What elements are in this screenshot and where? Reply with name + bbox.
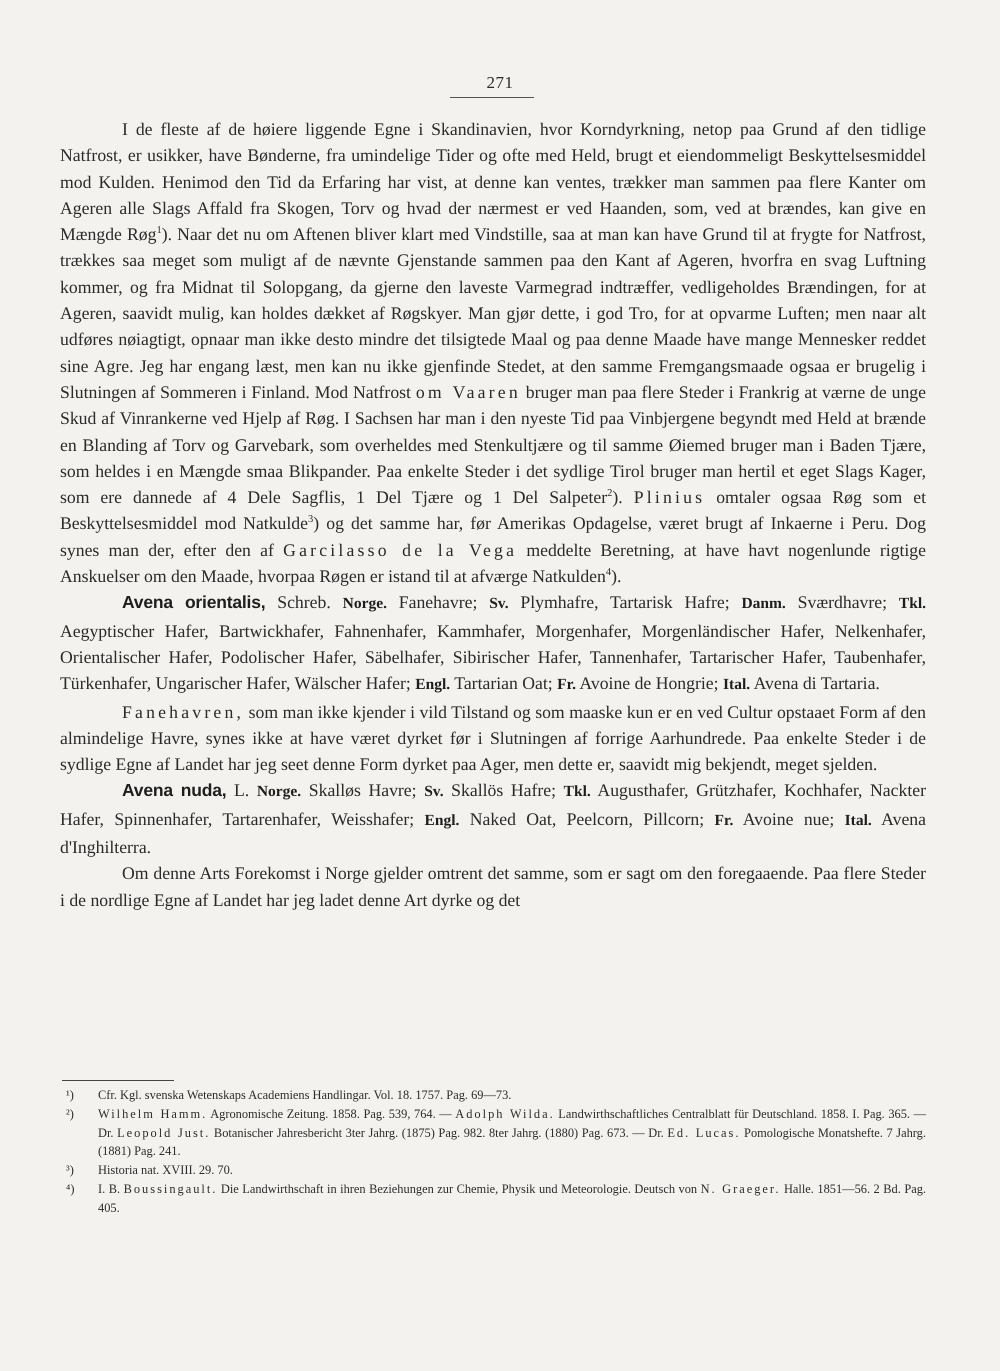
footnote-1 xyxy=(60,1086,926,1105)
text-run: ). xyxy=(611,566,622,587)
language-label: Engl. xyxy=(424,811,460,829)
footnote-4 xyxy=(60,1180,926,1218)
text-run: som man ikke kjender i vild Tilstand og som maaske kun er en ved Cultur opstaaet Form af den almindelige Havre, synes ikke at have været dyrket før i Slutningen af forrige Aarhundrede. Paa enkelte Steder i de sydlige Egne af Landet har jeg seet denne Form dyrket paa Ager, men dette er, saavidt mig bekjendt, meget sjelden. xyxy=(60,701,926,775)
language-label: Tkl. xyxy=(898,595,927,613)
text-run: Pomologische Monatshefte. 7 Jahrg. (1881) Pag. 241. xyxy=(98,1125,926,1159)
author-name: Adolph Wilda. xyxy=(455,1106,555,1121)
text-run: Fanehavre; xyxy=(386,592,490,613)
language-label: Norge. xyxy=(342,595,387,613)
text-run: Naked Oat, Peelcorn, Pillcorn; xyxy=(459,808,715,829)
text-run: Augusthafer, Grützhafer, Kochhafer, Nackter Hafer, Spinnenhafer, Tartarenhafer, Weisshafer; xyxy=(60,780,927,829)
text-run: I. B. xyxy=(98,1181,124,1196)
footnote-rule xyxy=(62,1080,174,1081)
language-label: Engl. xyxy=(415,676,451,694)
species-heading: Avena nuda, xyxy=(122,780,227,801)
footnote-ref: 1 xyxy=(156,225,162,237)
paragraph-avena-orientalis xyxy=(60,589,926,698)
text-run: Landwirthschaftliches Centralblatt für Deutschland. 1858. I. Pag. 365. — Dr. xyxy=(98,1106,927,1140)
text-run: Cfr. Kgl. svenska Wetenskaps Academiens Handlingar. Vol. 18. 1757. Pag. 69—73. xyxy=(98,1088,512,1102)
text-run: Avoine nue; xyxy=(733,808,845,829)
language-label: Fr. xyxy=(714,811,734,829)
text-run: Sværdhavre; xyxy=(785,592,899,613)
language-label: Ital. xyxy=(723,676,751,694)
footnote-2 xyxy=(60,1105,926,1161)
text-run: Botanischer Jahresbericht 3ter Jahrg. (1875) Pag. 982. 8ter Jahrg. (1880) Pag. 673. — Dr. xyxy=(210,1125,668,1140)
language-label: Fr. xyxy=(557,676,576,694)
author-name: Boussingault. xyxy=(123,1181,218,1196)
text-run: meddelte Beretning, at have havt nogenlunde rigtige Anskuelser om den Maade, hvorpaa Røgen er istand til at afværge Natkulden xyxy=(60,539,926,587)
text-run: bruger man paa flere Steder i Frankrig at værne de unge Skud af Vinrankerne ved Hjelp af Røg. I Sachsen har man i den nyeste Tid paa Vinbjergene begyndt med Held at brænde en Blanding af Torv og Garvebark, som overheldes med Stenkultjære og til samme Øiemed bruger man i Baden Tjære, som heldes i en Mængde smaa Blikpander. Paa enkelte Steder i det sydlige Tirol bruger man hertil et eget Slags Kager, som ere dannede af 4 Dele Sagflis, 1 Del Tjære og 1 Del Salpeter xyxy=(60,381,926,508)
author-name: Leopold Just. xyxy=(117,1125,211,1140)
footnote-mark: ²) xyxy=(66,1106,74,1121)
text-run: Plymhafre, Tartarisk Hafre; xyxy=(508,592,742,613)
language-label: Norge. xyxy=(256,783,302,801)
text-run: Schreb. xyxy=(265,592,343,613)
footnote-text xyxy=(98,1086,926,1105)
emphasis-text: om Vaaren xyxy=(415,381,521,402)
language-label: Tkl. xyxy=(563,783,591,801)
footnote-mark: ¹) xyxy=(66,1088,74,1102)
text-run: ) og det samme har, før Amerikas Opdagelse, været brugt af Inkaerne i Peru. Dog synes man der, efter den af xyxy=(60,513,926,560)
paragraph-occurrence xyxy=(60,860,926,913)
footnotes xyxy=(60,1086,926,1218)
text-run: Agronomische Zeitung. 1858. Pag. 539, 764. — xyxy=(207,1106,456,1121)
text-run: Avena di Tartaria. xyxy=(750,673,880,694)
language-label: Ital. xyxy=(844,811,872,829)
language-label: Danm. xyxy=(741,595,786,613)
text-run: Avoine de Hongrie; xyxy=(575,673,723,694)
footnote-mark: ⁴) xyxy=(66,1181,75,1196)
text-run: Historia nat. XVIII. 29. 70. xyxy=(98,1163,233,1178)
footnote-text xyxy=(98,1105,926,1161)
text-run: Die Landwirthschaft in ihren Beziehungen zur Chemie, Physik und Meteorologie. Deutsch von xyxy=(217,1181,701,1196)
footnote-3 xyxy=(60,1161,926,1180)
paragraph-fanehavren xyxy=(60,699,926,778)
author-name: Plinius xyxy=(633,487,706,508)
text-run: Halle. 1851—56. 2 Bd. Pag. 405. xyxy=(98,1181,927,1215)
text-run: L. xyxy=(226,780,257,801)
footnote-ref: 2 xyxy=(607,488,613,500)
text-run: Om denne Arts Forekomst i Norge gjelder omtrent det samme, som er sagt om den foregaaende. Paa flere Steder i de nordlige Egne af Landet har jeg ladet denne Art dyrke og det xyxy=(60,863,926,910)
text-run: I de fleste af de høiere liggende Egne i Skandinavien, hvor Korndyrkning, netop paa Grund af den tidlige Natfrost, er usikker, have Bønderne, fra umindelige Tider og ofte med Held, brugt et eiendommeligt Beskyttelsesmiddel mod Kulden. Henimod den Tid da Erfaring har vist, at denne kan ventes, trækker man sammen paa flere Kanter om Ageren alle Slags Affald fra Skogen, Torv og hvad der nærmest er ved Haanden, som, ved at brændes, kan give en Mængde Røg xyxy=(60,119,926,245)
author-name: Ed. Lucas. xyxy=(667,1125,741,1140)
paragraph-avena-nuda xyxy=(60,777,926,860)
text-run: Aegyptischer Hafer, Bartwickhafer, Fahnenhafer, Kammhafer, Morgenhafer, Morgenländischer Hafer, Nelkenhafer, Orientalischer Hafer, Podolischer Hafer, Säbelhafer, Sibirischer Hafer, Tannenhafer, Tartarischer Hafer, Taubenhafer, Türkenhafer, Ungarischer Hafer, Wälscher Hafer; xyxy=(60,620,926,694)
body-text xyxy=(60,116,926,913)
text-run: ). Naar det nu om Aftenen bliver klart med Vindstille, saa at man kan have Grund til at frygte for Natfrost, trækkes saa meget som muligt af de nævnte Gjenstande sammen paa den Kant af Ageren, hvorfra en svag Luftning kommer, og fra Midnat til Solopgang, da gjerne den laveste Varmegrad indtræffer, vedligeholdes Brændingen, for at Ageren, saavidt mulig, kan holdes dækket af Røgskyer. Man gjør dette, i god Tro, for at opvarme Luften; men naar alt udføres nøiagtigt, opnaar man ikke desto mindre det tilsigtede Maal og paa denne Maade have mange Mennesker reddet sine Agre. Jeg har engang læst, men kan nu ikke gjenfinde Stedet, at den samme Fremgangsmaade ogsaa er brugelig i Slutningen af Sommeren i Finland. Mod Natfrost xyxy=(60,224,926,402)
footnote-text xyxy=(98,1180,926,1218)
page-number-rule xyxy=(450,97,534,98)
footnote-ref: 4 xyxy=(605,567,612,579)
language-label: Sv. xyxy=(424,783,444,801)
text-run: Skalløs Havre; xyxy=(301,780,425,801)
page-number: 271 xyxy=(486,73,514,92)
paragraph-smoke-protection xyxy=(60,116,926,589)
text-run: omtaler ogsaa Røg som et Beskyttelsesmiddel mod Natkulde xyxy=(60,487,927,534)
text-run: ). xyxy=(612,487,634,508)
language-label: Sv. xyxy=(489,595,509,613)
author-name: Garcilasso de la Vega xyxy=(283,539,518,560)
text-run: Tartarian Oat; xyxy=(450,673,558,694)
text-run: Skallös Hafre; xyxy=(443,780,564,801)
footnote-text xyxy=(98,1161,926,1180)
author-name: N. Graeger. xyxy=(700,1181,781,1196)
text-run: Avena d'Inghilterra. xyxy=(60,808,926,858)
emphasis-text: Fanehavren, xyxy=(122,701,245,722)
species-heading: Avena orientalis, xyxy=(122,592,266,613)
footnote-ref: 3 xyxy=(308,514,314,526)
author-name: Wilhelm Hamm. xyxy=(98,1106,208,1121)
footnote-mark: ³) xyxy=(66,1163,74,1178)
